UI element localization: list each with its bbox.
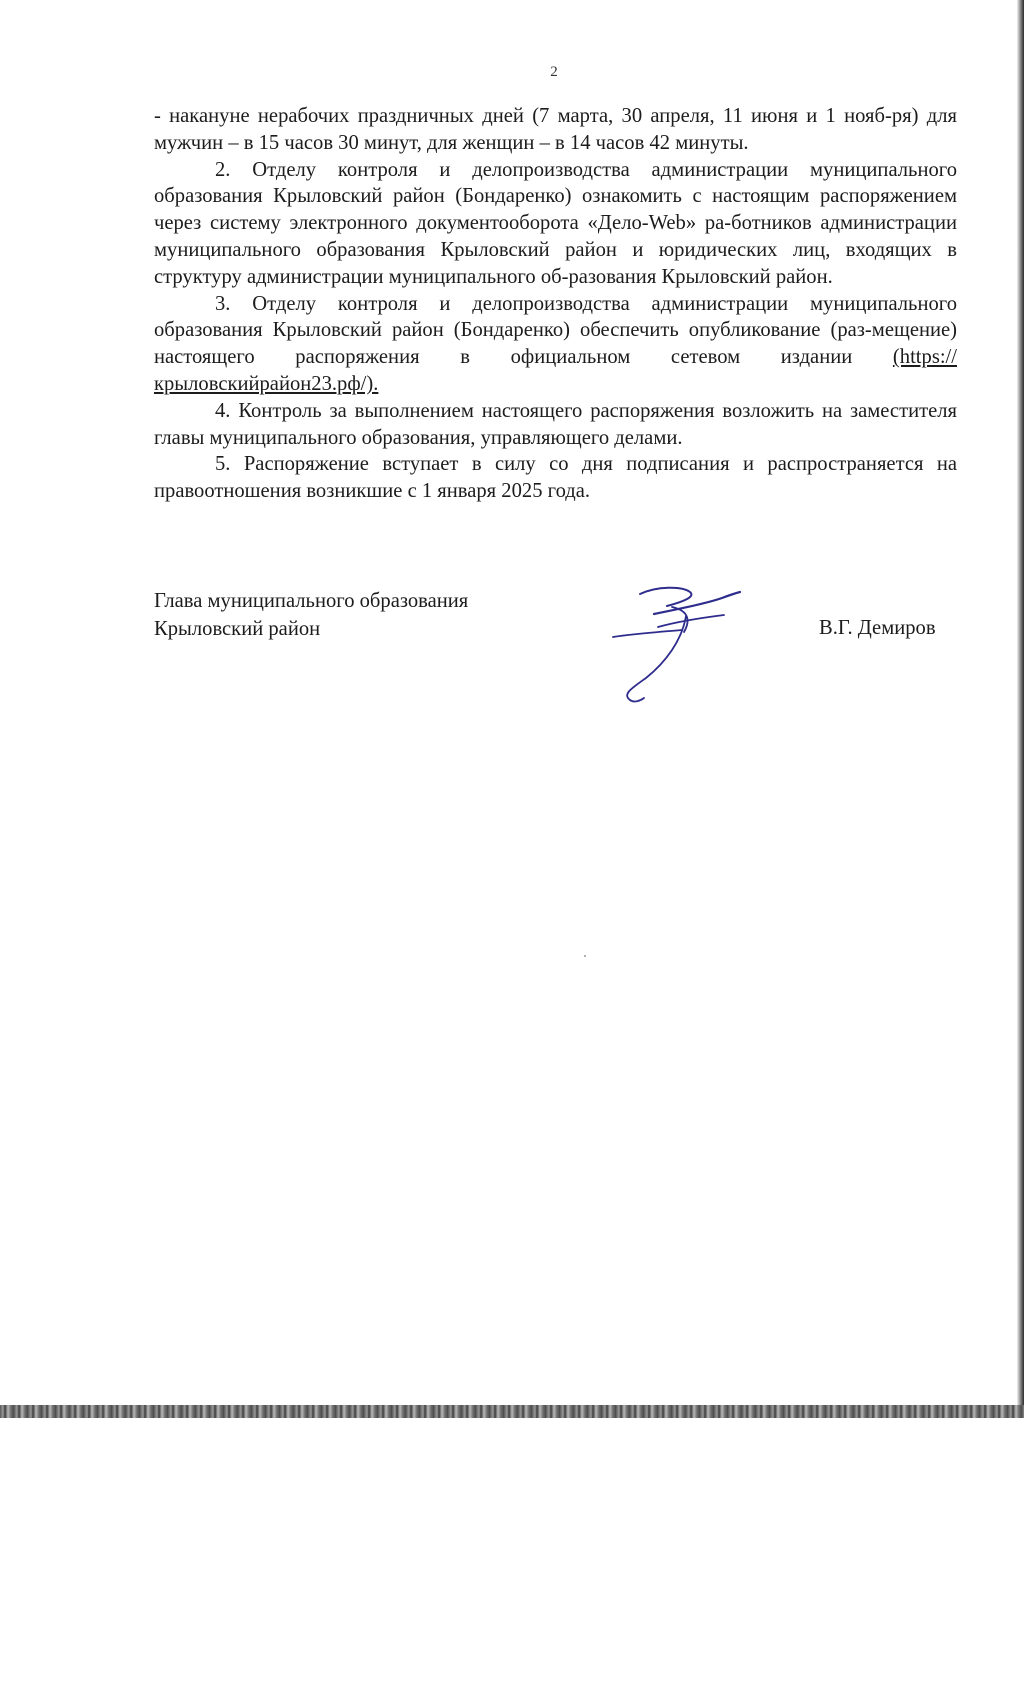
handwritten-signature-icon [612, 580, 762, 705]
page-number: 2 [550, 64, 558, 80]
paragraph-item-2: 2. Отделу контроля и делопроизводства администрации муниципального образования Крыловский район (Бондаренко) ознакомить с настоящим распоряжением через систему электронного документооборота «Дело-Web» ра-ботников администрации муниципального образования Крыловский район и юридических лиц, входящих в структуру администрации муниципального об-разования Крыловский район. [154, 158, 957, 288]
paragraph-item-3 [154, 291, 957, 398]
paragraph-item-3-text: 3. Отделу контроля и делопроизводства администрации муниципального образования Крыловский район (Бондаренко) обеспечить опубликование (раз-мещение) настоящего распоряжения в официальном сетевом издании [154, 292, 957, 369]
paragraph-item-5: 5. Распоряжение вступает в силу со дня подписания и распространяется на правоотношения возникшие с 1 января 2025 года. [154, 453, 957, 503]
signatory-name: В.Г. Демиров [819, 617, 936, 639]
document-body [154, 103, 957, 505]
scan-speck [584, 955, 586, 957]
paragraph-item-4: 4. Контроль за выполнением настоящего распоряжения возложить на заместителя главы муниципального образования, управляющего делами. [154, 399, 957, 449]
scan-edge-bottom [0, 1405, 1024, 1418]
paragraph-holiday-hours: - накануне нерабочих праздничных дней (7 марта, 30 апреля, 11 июня и 1 нояб-ря) для мужчин – в 15 часов 30 минут, для женщин – в 14 часов 42 минуты. [154, 105, 957, 154]
signatory-position: Глава муниципального образования [154, 590, 469, 612]
signature-block [154, 588, 954, 643]
scan-edge-right [1017, 0, 1024, 1418]
signatory-district: Крыловский район [154, 617, 321, 640]
website-link[interactable]: (https://крыловскийрайон23.рф/). [154, 346, 957, 395]
